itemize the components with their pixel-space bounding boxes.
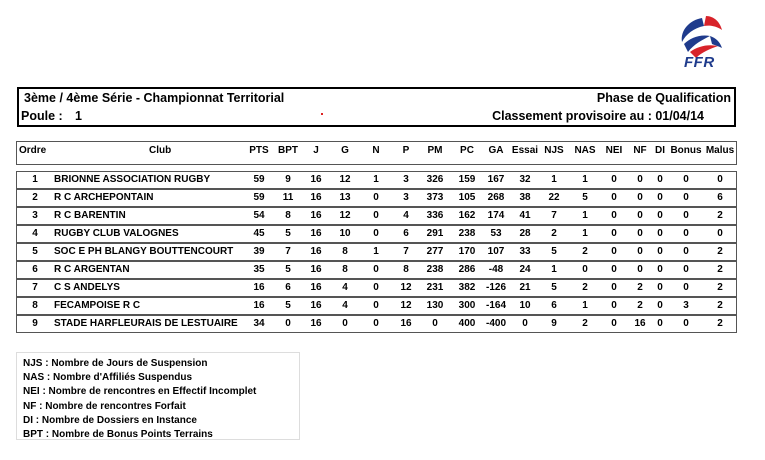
column-header-malus: Malus <box>705 145 735 156</box>
cell-pm: 326 <box>426 174 444 185</box>
cell-malus: 0 <box>717 174 723 185</box>
cell-g: 12 <box>339 174 351 185</box>
cell-pm: 291 <box>426 228 444 239</box>
cell-club: R C ARCHEPONTAIN <box>54 192 154 203</box>
cell-essai: 28 <box>519 228 531 239</box>
cell-ordre: 1 <box>32 174 38 185</box>
cell-ga: -126 <box>485 282 506 293</box>
cell-nf: 0 <box>637 192 643 203</box>
cell-di: 0 <box>657 300 663 311</box>
cell-essai: 38 <box>519 192 531 203</box>
decorative-dot <box>321 113 323 115</box>
cell-bonus: 0 <box>683 192 689 203</box>
column-header-pm: PM <box>427 145 443 156</box>
cell-essai: 33 <box>519 246 531 257</box>
cell-bpt: 5 <box>285 264 291 275</box>
competition-title: 3ème / 4ème Série - Championnat Territorial <box>24 91 285 105</box>
cell-club: BRIONNE ASSOCIATION RUGBY <box>54 174 211 185</box>
legend-item: NEI : Nombre de rencontres en Effectif Incomplet <box>23 386 257 398</box>
cell-njs: 5 <box>551 282 557 293</box>
cell-g: 0 <box>342 318 348 329</box>
cell-ga: -48 <box>488 264 504 275</box>
column-header-pts: PTS <box>249 145 269 156</box>
cell-g: 4 <box>342 282 348 293</box>
cell-ga: 268 <box>487 192 505 203</box>
cell-bpt: 5 <box>285 300 291 311</box>
cell-j: 16 <box>310 246 322 257</box>
cell-bpt: 9 <box>285 174 291 185</box>
column-header-bonus: Bonus <box>670 145 702 156</box>
legend-item: DI : Nombre de Dossiers en Instance <box>23 414 197 426</box>
cell-n: 0 <box>373 210 379 221</box>
cell-j: 16 <box>310 228 322 239</box>
cell-njs: 22 <box>548 192 560 203</box>
cell-di: 0 <box>657 246 663 257</box>
cell-njs: 5 <box>551 246 557 257</box>
table-row <box>16 207 737 225</box>
cell-pc: 105 <box>458 192 476 203</box>
cell-bpt: 6 <box>285 282 291 293</box>
classement-date: Classement provisoire au : 01/04/14 <box>492 109 704 123</box>
cell-g: 8 <box>342 264 348 275</box>
cell-nei: 0 <box>611 300 617 311</box>
cell-nf: 0 <box>637 246 643 257</box>
cell-j: 16 <box>310 300 322 311</box>
cell-di: 0 <box>657 282 663 293</box>
cell-nf: 16 <box>634 318 646 329</box>
cell-g: 10 <box>339 228 351 239</box>
table-header-row <box>16 141 737 165</box>
cell-n: 0 <box>373 318 379 329</box>
column-header-n: N <box>372 145 380 156</box>
cell-p: 12 <box>400 300 412 311</box>
cell-ordre: 5 <box>32 246 38 257</box>
cell-nas: 2 <box>582 246 588 257</box>
poule-label: Poule : <box>21 109 63 123</box>
cell-pc: 400 <box>458 318 476 329</box>
column-header-essai: Essai <box>511 145 539 156</box>
table-row <box>16 225 737 243</box>
column-header-j: J <box>313 145 319 156</box>
cell-nas: 1 <box>582 210 588 221</box>
cell-essai: 10 <box>519 300 531 311</box>
cell-g: 12 <box>339 210 351 221</box>
cell-ga: 53 <box>490 228 502 239</box>
cell-bpt: 0 <box>285 318 291 329</box>
cell-njs: 7 <box>551 210 557 221</box>
cell-ga: -400 <box>485 318 506 329</box>
cell-pts: 35 <box>253 264 265 275</box>
cell-pts: 45 <box>253 228 265 239</box>
column-header-di: DI <box>655 145 665 156</box>
cell-pts: 59 <box>253 174 265 185</box>
cell-bpt: 11 <box>282 192 294 203</box>
cell-nas: 0 <box>582 264 588 275</box>
cell-nei: 0 <box>611 318 617 329</box>
cell-pts: 16 <box>253 282 265 293</box>
cell-pc: 170 <box>458 246 476 257</box>
cell-p: 4 <box>403 210 409 221</box>
cell-ordre: 3 <box>32 210 38 221</box>
cell-g: 13 <box>339 192 351 203</box>
column-header-bpt: BPT <box>278 145 298 156</box>
cell-bonus: 0 <box>683 174 689 185</box>
cell-n: 0 <box>373 300 379 311</box>
cell-nei: 0 <box>611 246 617 257</box>
cell-nf: 0 <box>637 174 643 185</box>
cell-malus: 2 <box>717 282 723 293</box>
cell-n: 0 <box>373 228 379 239</box>
table-row <box>16 243 737 261</box>
cell-pm: 0 <box>432 318 438 329</box>
cell-bpt: 5 <box>285 228 291 239</box>
cell-di: 0 <box>657 174 663 185</box>
cell-j: 16 <box>310 192 322 203</box>
cell-nei: 0 <box>611 264 617 275</box>
cell-j: 16 <box>310 282 322 293</box>
cell-nf: 2 <box>637 282 643 293</box>
cell-malus: 2 <box>717 318 723 329</box>
column-header-ga: GA <box>488 145 504 156</box>
cell-club: STADE HARFLEURAIS DE LESTUAIRE <box>54 318 238 329</box>
table-row <box>16 189 737 207</box>
cell-di: 0 <box>657 210 663 221</box>
cell-ga: 174 <box>487 210 505 221</box>
cell-pts: 16 <box>253 300 265 311</box>
cell-ordre: 8 <box>32 300 38 311</box>
cell-p: 12 <box>400 282 412 293</box>
table-row <box>16 297 737 315</box>
column-header-ordre: Ordre <box>19 145 47 156</box>
cell-ga: -164 <box>485 300 506 311</box>
cell-pm: 231 <box>426 282 444 293</box>
cell-bonus: 0 <box>683 282 689 293</box>
cell-nas: 5 <box>582 192 588 203</box>
cell-pm: 277 <box>426 246 444 257</box>
cell-di: 0 <box>657 192 663 203</box>
table-row <box>16 171 737 189</box>
cell-club: FECAMPOISE R C <box>54 300 141 311</box>
cell-j: 16 <box>310 318 322 329</box>
cell-p: 6 <box>403 228 409 239</box>
cell-essai: 41 <box>519 210 531 221</box>
cell-nei: 0 <box>611 174 617 185</box>
column-header-nas: NAS <box>574 145 596 156</box>
cell-pc: 382 <box>458 282 476 293</box>
cell-n: 1 <box>373 174 379 185</box>
cell-nei: 0 <box>611 210 617 221</box>
cell-pm: 336 <box>426 210 444 221</box>
cell-pts: 39 <box>253 246 265 257</box>
cell-pc: 300 <box>458 300 476 311</box>
cell-nei: 0 <box>611 228 617 239</box>
cell-p: 16 <box>400 318 412 329</box>
cell-bonus: 0 <box>683 318 689 329</box>
cell-essai: 24 <box>519 264 531 275</box>
cell-ordre: 9 <box>32 318 38 329</box>
cell-j: 16 <box>310 174 322 185</box>
cell-club: RUGBY CLUB VALOGNES <box>54 228 179 239</box>
cell-malus: 2 <box>717 300 723 311</box>
cell-pts: 34 <box>253 318 265 329</box>
cell-club: R C BARENTIN <box>54 210 126 221</box>
cell-club: R C ARGENTAN <box>54 264 130 275</box>
cell-nf: 0 <box>637 210 643 221</box>
cell-pm: 130 <box>426 300 444 311</box>
cell-p: 3 <box>403 192 409 203</box>
table-row <box>16 261 737 279</box>
phase-label: Phase de Qualification <box>596 91 731 105</box>
cell-ga: 107 <box>487 246 505 257</box>
cell-j: 16 <box>310 210 322 221</box>
column-header-g: G <box>341 145 349 156</box>
cell-bonus: 0 <box>683 264 689 275</box>
cell-g: 8 <box>342 246 348 257</box>
cell-nas: 1 <box>582 228 588 239</box>
column-header-pc: PC <box>460 145 474 156</box>
column-header-nei: NEI <box>605 145 623 156</box>
cell-ordre: 2 <box>32 192 38 203</box>
table-row <box>16 315 737 333</box>
cell-malus: 2 <box>717 246 723 257</box>
cell-di: 0 <box>657 264 663 275</box>
cell-bonus: 3 <box>683 300 689 311</box>
cell-j: 16 <box>310 264 322 275</box>
cell-njs: 9 <box>551 318 557 329</box>
table-row <box>16 279 737 297</box>
cell-pm: 238 <box>426 264 444 275</box>
cell-essai: 32 <box>519 174 531 185</box>
cell-nf: 2 <box>637 300 643 311</box>
cell-n: 0 <box>373 264 379 275</box>
legend-box <box>16 352 300 440</box>
cell-di: 0 <box>657 228 663 239</box>
cell-nei: 0 <box>611 282 617 293</box>
cell-nas: 2 <box>582 318 588 329</box>
cell-ordre: 6 <box>32 264 38 275</box>
cell-bpt: 7 <box>285 246 291 257</box>
cell-pts: 54 <box>253 210 265 221</box>
cell-ordre: 4 <box>32 228 38 239</box>
column-header-p: P <box>402 145 410 156</box>
cell-bonus: 0 <box>683 228 689 239</box>
cell-club: SOC E PH BLANGY BOUTTENCOURT <box>54 246 234 257</box>
cell-pc: 162 <box>458 210 476 221</box>
cell-malus: 6 <box>717 192 723 203</box>
cell-njs: 1 <box>551 264 557 275</box>
cell-malus: 2 <box>717 264 723 275</box>
cell-p: 3 <box>403 174 409 185</box>
cell-nf: 0 <box>637 228 643 239</box>
legend-item: NJS : Nombre de Jours de Suspension <box>23 358 208 369</box>
cell-malus: 0 <box>717 228 723 239</box>
cell-nei: 0 <box>611 192 617 203</box>
cell-ga: 167 <box>487 174 505 185</box>
header-box <box>17 87 736 127</box>
cell-nas: 1 <box>582 174 588 185</box>
cell-n: 0 <box>373 282 379 293</box>
cell-p: 7 <box>403 246 409 257</box>
cell-nas: 2 <box>582 282 588 293</box>
cell-n: 0 <box>373 192 379 203</box>
cell-ordre: 7 <box>32 282 38 293</box>
cell-njs: 1 <box>551 174 557 185</box>
legend-item: NF : Nombre de rencontres Forfait <box>23 400 186 412</box>
legend-item: BPT : Nombre de Bonus Points Terrains <box>23 429 213 441</box>
cell-p: 8 <box>403 264 409 275</box>
cell-njs: 6 <box>551 300 557 311</box>
cell-bonus: 0 <box>683 210 689 221</box>
cell-di: 0 <box>657 318 663 329</box>
cell-n: 1 <box>373 246 379 257</box>
cell-pts: 59 <box>253 192 265 203</box>
cell-pm: 373 <box>426 192 444 203</box>
column-header-nf: NF <box>633 145 647 156</box>
column-header-njs: NJS <box>544 145 564 156</box>
cell-pc: 159 <box>458 174 476 185</box>
cell-pc: 238 <box>458 228 476 239</box>
cell-malus: 2 <box>717 210 723 221</box>
cell-njs: 2 <box>551 228 557 239</box>
cell-nf: 0 <box>637 264 643 275</box>
ffr-logo-text: FFR <box>684 54 715 71</box>
cell-bonus: 0 <box>683 246 689 257</box>
cell-bpt: 8 <box>285 210 291 221</box>
cell-nas: 1 <box>582 300 588 311</box>
column-header-club: Club <box>149 145 172 156</box>
legend-item: NAS : Nombre d'Affiliés Suspendus <box>23 372 193 384</box>
cell-club: C S ANDELYS <box>54 282 120 293</box>
cell-essai: 0 <box>522 318 528 329</box>
cell-essai: 21 <box>519 282 531 293</box>
cell-g: 4 <box>342 300 348 311</box>
cell-pc: 286 <box>458 264 476 275</box>
poule-value: 1 <box>75 109 82 123</box>
